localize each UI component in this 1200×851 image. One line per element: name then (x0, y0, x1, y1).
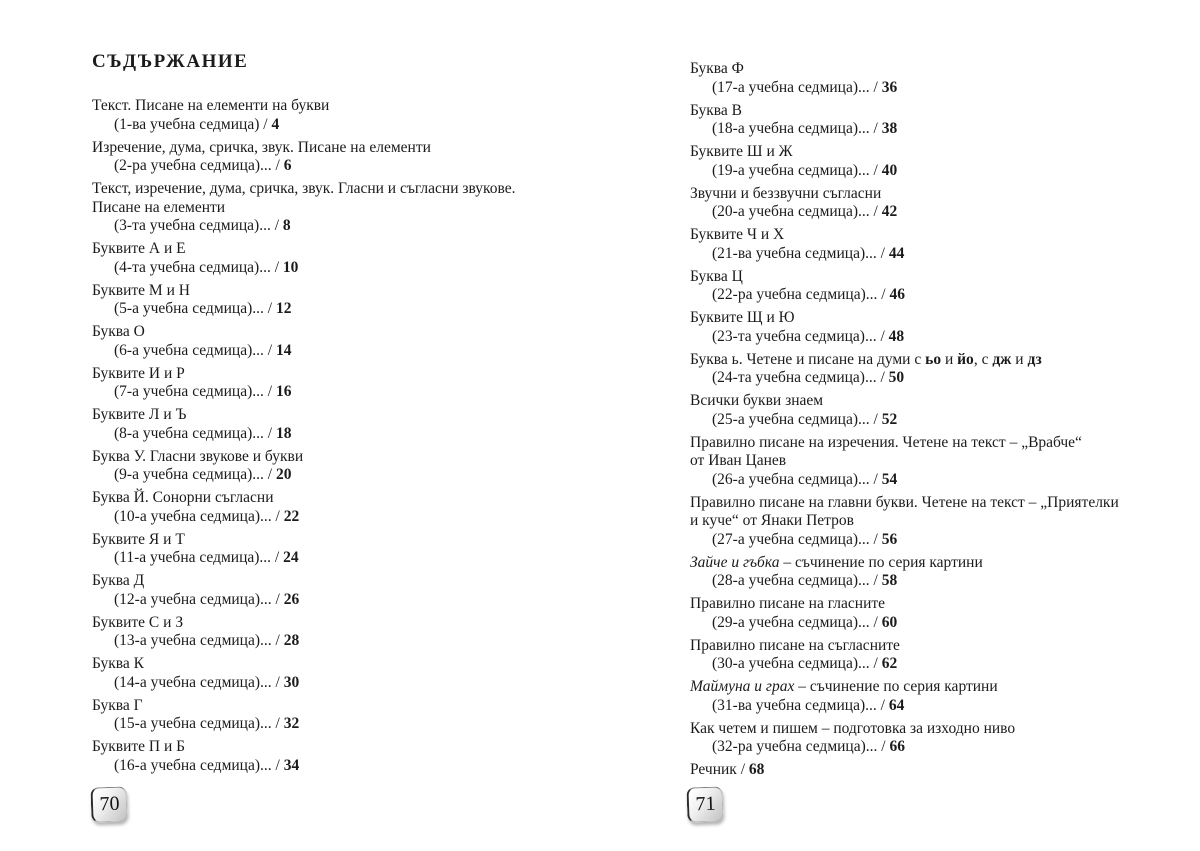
toc-entry (690, 678, 1185, 715)
toc-entry-list-left (92, 97, 612, 775)
toc-title-segment: Буква ь. Четене и писане на думи с (690, 350, 926, 368)
toc-entry (690, 494, 1185, 550)
toc-entry-page-number: 64 (888, 696, 905, 714)
toc-title-segment: – съчинение по серия картини (794, 678, 998, 695)
toc-entry (92, 614, 612, 651)
toc-entry-week-label: (7-а учебна седмица)... / (114, 383, 276, 400)
toc-entry-week-label: (10-а учебна седмица)... / (114, 507, 284, 525)
toc-title-segment: Буква О (92, 323, 145, 340)
toc-title-segment: Буква К (92, 655, 145, 672)
toc-entry-week-line (690, 328, 1185, 347)
toc-entry-week-line (690, 162, 1185, 181)
toc-entry (690, 268, 1185, 305)
toc-entry-page-number: 4 (271, 115, 280, 133)
toc-entry-title (690, 434, 1185, 471)
toc-entry (690, 720, 1185, 757)
toc-entry-page-number: 14 (275, 341, 292, 359)
toc-entry-title (92, 365, 612, 384)
toc-title-segment: Буквите И и Р (92, 364, 185, 382)
toc-entry-page-number: 10 (282, 258, 299, 276)
toc-entry-week-label: (29-а учебна седмица)... / (712, 613, 882, 631)
toc-entry-title (92, 572, 612, 591)
toc-entry-week-line (690, 471, 1185, 490)
toc-entry-title (690, 761, 1185, 780)
toc-entry-week-label: (15-а учебна седмица)... / (114, 715, 284, 732)
toc-entry-title (690, 309, 1185, 328)
toc-entry (690, 185, 1185, 222)
toc-entry (690, 434, 1185, 490)
toc-entry-page-number: 8 (282, 217, 291, 234)
toc-entry (690, 761, 1185, 780)
toc-entry-week-line (92, 591, 612, 610)
toc-entry-week-line (92, 259, 612, 278)
toc-entry-week-line (92, 300, 612, 319)
toc-entry-week-line (690, 655, 1185, 674)
toc-entry-page-number: 40 (881, 161, 898, 179)
toc-entry-page-number: 38 (881, 120, 898, 137)
toc-entry-week-line (92, 425, 612, 444)
toc-title-segment: Как четем и пишем – подготовка за изходно ниво (690, 719, 1016, 737)
toc-title-segment: Буквите А и Е (92, 240, 186, 257)
toc-title-italic-segment: Маймуна и грах (690, 678, 795, 695)
toc-entry (690, 226, 1185, 263)
toc-entry (690, 554, 1185, 591)
toc-entry-page-number: 58 (881, 572, 898, 589)
toc-entry-title (690, 637, 1185, 656)
toc-entry-week-label: (8-а учебна седмица)... / (114, 424, 276, 442)
toc-entry (92, 406, 612, 443)
toc-entry-week-line (690, 369, 1185, 388)
toc-entry-title (92, 655, 612, 674)
toc-entry-title (690, 678, 1185, 697)
toc-title-segment: от Иван Цанев (690, 452, 787, 469)
toc-entry-page-number: 34 (283, 756, 300, 774)
toc-title-segment: Буквите П и Б (92, 738, 186, 755)
toc-entry-week-label: (9-а учебна седмица)... / (114, 466, 276, 483)
toc-entry-page-number: 52 (881, 410, 898, 428)
page-number-right: 71 (695, 792, 716, 816)
toc-title-bold-segment: йо (957, 350, 974, 368)
toc-entry-week-line (690, 697, 1185, 716)
toc-entry-title (92, 139, 612, 158)
toc-entry-week-line (92, 466, 612, 485)
toc-entry-page-number: 60 (881, 613, 898, 631)
toc-entry-page-number: 20 (275, 466, 292, 483)
toc-title-segment: Писане на елементи (92, 198, 226, 216)
toc-title-bold-segment: дж (992, 350, 1012, 368)
toc-title-segment: Всички букви знаем (690, 392, 824, 409)
toc-entry (92, 572, 612, 609)
toc-entry-page-number: 44 (888, 244, 905, 262)
toc-entry (690, 60, 1185, 97)
toc-entry-title (92, 240, 612, 259)
toc-entry-page-number: 12 (275, 300, 292, 317)
toc-entry-title (92, 406, 612, 425)
toc-entry-week-line (92, 342, 612, 361)
toc-entry-week-line (92, 674, 612, 693)
toc-entry-week-label: (22-ра учебна седмица)... / (712, 286, 890, 303)
toc-title-segment: Правилно писане на гласните (690, 595, 886, 612)
toc-title-segment: Правилно писане на главни букви. Четене на текст – „Приятелки (690, 493, 1119, 511)
toc-entry-week-line (92, 715, 612, 734)
toc-entry (690, 637, 1185, 674)
toc-entry-week-line (92, 157, 612, 176)
toc-entry-week-label: (23-та учебна седмица)... / (712, 327, 889, 345)
toc-entry-page-number: 66 (889, 738, 905, 755)
toc-entry-week-line (690, 614, 1185, 633)
toc-entry-week-line (690, 738, 1185, 757)
toc-title-segment: Буквите С и З (92, 613, 184, 631)
toc-entry-week-label: (30-а учебна седмица)... / (712, 655, 882, 672)
toc-title-segment: Буквите Щ и Ю (690, 309, 795, 326)
toc-entry-title (92, 282, 612, 301)
toc-entry-title (690, 143, 1185, 162)
toc-entry-week-line (690, 531, 1185, 550)
toc-entry-list-right (690, 60, 1185, 780)
toc-entry-title (92, 614, 612, 633)
toc-title-segment: Буквите Ш и Ж (690, 143, 793, 160)
toc-entry-title (690, 392, 1185, 411)
toc-entry-week-label: (24-та учебна седмица)... / (712, 369, 889, 386)
toc-entry-page-number: 30 (283, 673, 300, 691)
toc-entry (92, 738, 612, 775)
toc-entry (690, 392, 1185, 429)
toc-entry (92, 655, 612, 692)
toc-title-segment: Звучни и беззвучни съгласни (690, 184, 882, 202)
toc-entry-week-line (92, 757, 612, 776)
toc-entry-week-label: (28-а учебна седмица)... / (712, 572, 882, 589)
toc-entry-title (690, 554, 1185, 573)
toc-entry-week-label: (4-та учебна седмица)... / (114, 258, 283, 276)
toc-title-segment: Буквите Ч и Х (690, 226, 785, 243)
toc-entry-title (690, 595, 1185, 614)
toc-entry-page-number: 50 (888, 369, 905, 386)
toc-entry (92, 97, 612, 134)
toc-entry-week-label: (6-а учебна седмица)... / (114, 341, 276, 359)
toc-entry (92, 323, 612, 360)
toc-entry-page-number: 32 (283, 715, 300, 732)
toc-entry (690, 143, 1185, 180)
toc-entry-week-line (690, 286, 1185, 305)
toc-title-bold-segment: 68 (748, 761, 765, 778)
toc-entry-week-label: (18-а учебна седмица)... / (712, 120, 882, 137)
toc-title-segment: Правилно писане на съгласните (690, 636, 900, 654)
toc-entry-page-number: 24 (283, 549, 299, 566)
toc-entry (92, 489, 612, 526)
toc-entry-week-line (690, 203, 1185, 222)
toc-title-segment: Буква Й. Сонорни съгласни (92, 489, 274, 506)
toc-entry-title (690, 268, 1185, 287)
toc-entry-page-number: 42 (881, 203, 898, 220)
toc-entry-week-label: (14-а учебна седмица)... / (114, 673, 284, 691)
toc-title-segment: Буквите Я и Т (92, 530, 185, 548)
toc-entry-page-number: 22 (283, 507, 300, 525)
toc-entry-title (690, 351, 1185, 370)
toc-entry-page-number: 18 (275, 424, 292, 442)
toc-entry-page-number: 26 (283, 590, 300, 608)
toc-entry-title (92, 738, 612, 757)
toc-entry (92, 448, 612, 485)
toc-title-segment: Буква Д (92, 572, 145, 589)
toc-title-bold-segment: дз (1027, 350, 1042, 368)
toc-entry-week-line (690, 120, 1185, 139)
toc-entry-title (92, 180, 612, 217)
toc-entry-week-label: (32-ра учебна седмица)... / (712, 738, 890, 755)
toc-entry-week-label: (17-а учебна седмица)... / (712, 78, 882, 96)
toc-page-left (92, 50, 612, 780)
toc-entry (690, 351, 1185, 388)
toc-entry-week-label: (20-а учебна седмица)... / (712, 203, 882, 220)
toc-entry-page-number: 36 (881, 78, 898, 96)
toc-title-segment: и (941, 350, 958, 368)
toc-entry-title (690, 185, 1185, 204)
toc-title-segment: Буква Ц (690, 267, 743, 285)
toc-entry-week-line (92, 508, 612, 527)
toc-title-segment: Изречение, дума, сричка, звук. Писане на елементи (92, 138, 431, 156)
toc-entry (92, 282, 612, 319)
toc-title-segment: Речник / (690, 761, 749, 778)
toc-entry-week-label: (5-а учебна седмица)... / (114, 300, 276, 317)
toc-entry-week-label: (25-а учебна седмица)... / (712, 410, 882, 428)
toc-entry-page-number: 48 (888, 327, 905, 345)
toc-entry-week-label: (27-а учебна седмица)... / (712, 530, 882, 548)
toc-entry (92, 531, 612, 568)
toc-entry-week-line (92, 549, 612, 568)
toc-entry-week-line (92, 632, 612, 651)
toc-title-segment: Буквите М и Н (92, 281, 190, 299)
toc-title-italic-segment: Зайче и гъбка (690, 553, 780, 571)
toc-title-segment: , с (973, 350, 993, 368)
toc-entry-title (92, 531, 612, 550)
toc-entry-week-label: (13-а учебна седмица)... / (114, 632, 284, 649)
toc-entry-week-label: (21-ва учебна седмица)... / (712, 244, 889, 262)
toc-entry-page-number: 6 (283, 157, 292, 174)
toc-entry-week-line (92, 383, 612, 402)
toc-entry-week-line (92, 217, 612, 236)
toc-entry (92, 180, 612, 236)
toc-entry-title (690, 102, 1185, 121)
toc-entry-page-number: 16 (275, 383, 292, 400)
toc-entry-title (92, 323, 612, 342)
toc-entry (92, 365, 612, 402)
toc-entry-title (92, 697, 612, 716)
toc-entry-page-number: 62 (881, 655, 898, 672)
toc-entry (92, 240, 612, 277)
toc-page-right (690, 60, 1185, 784)
toc-entry-week-line (690, 411, 1185, 430)
toc-entry-title (92, 97, 612, 116)
page-number-left: 70 (99, 792, 120, 816)
toc-entry (690, 309, 1185, 346)
toc-title-segment: Буква В (690, 101, 743, 119)
toc-entry-title (92, 489, 612, 508)
toc-entry-week-label: (26-а учебна седмица)... / (712, 470, 882, 488)
toc-entry-week-label: (12-а учебна седмица)... / (114, 590, 284, 608)
toc-entry-week-line (690, 79, 1185, 98)
toc-entry-week-label: (31-ва учебна седмица)... / (712, 696, 889, 714)
toc-entry-title (690, 494, 1185, 531)
toc-title-segment: и (1011, 350, 1028, 368)
toc-entry (690, 102, 1185, 139)
toc-entry-week-label: (11-а учебна седмица)... / (114, 549, 284, 566)
toc-entry (92, 697, 612, 734)
toc-entry (690, 595, 1185, 632)
toc-title-segment: Буква Ф (690, 60, 744, 77)
toc-title-segment: – съчинение по серия картини (779, 553, 983, 571)
toc-entry-page-number: 46 (889, 286, 905, 303)
toc-title-segment: Правилно писане на изречения. Четене на текст – „Врабче“ (690, 433, 1082, 451)
toc-entry-week-line (92, 116, 612, 135)
toc-title-segment: Буква Г (92, 696, 143, 714)
toc-entry-title (690, 720, 1185, 739)
page-number-badge-right (686, 786, 723, 822)
toc-entry (92, 139, 612, 176)
toc-entry-week-label: (2-ра учебна седмица)... / (114, 157, 284, 174)
toc-entry-week-label: (19-а учебна седмица)... / (712, 161, 882, 179)
page-number-badge-left (90, 786, 127, 822)
toc-entry-week-label: (16-а учебна седмица)... / (114, 756, 284, 774)
toc-title-segment: и куче“ от Янаки Петров (690, 512, 854, 529)
toc-title-segment: Текст, изречение, дума, сричка, звук. Гласни и съгласни звукове. (92, 180, 516, 197)
toc-title-segment: Текст. Писане на елементи на букви (92, 97, 330, 114)
toc-entry-title (690, 226, 1185, 245)
toc-entry-week-line (690, 245, 1185, 264)
toc-entry-week-label: (3-та учебна седмица)... / (114, 217, 283, 234)
toc-entry-page-number: 54 (881, 470, 898, 488)
contents-heading: СЪДЪРЖАНИЕ (92, 51, 249, 72)
toc-entry-title (92, 448, 612, 467)
toc-entry-title (690, 60, 1185, 79)
toc-entry-week-label: (1-ва учебна седмица) / (114, 115, 272, 133)
toc-title-segment: Буква У. Гласни звукове и букви (92, 447, 304, 465)
toc-title-segment: Буквите Л и Ъ (92, 406, 187, 423)
toc-entry-page-number: 56 (881, 530, 898, 548)
toc-entry-week-line (690, 572, 1185, 591)
toc-title-bold-segment: ьо (925, 350, 942, 368)
toc-entry-page-number: 28 (283, 632, 300, 649)
